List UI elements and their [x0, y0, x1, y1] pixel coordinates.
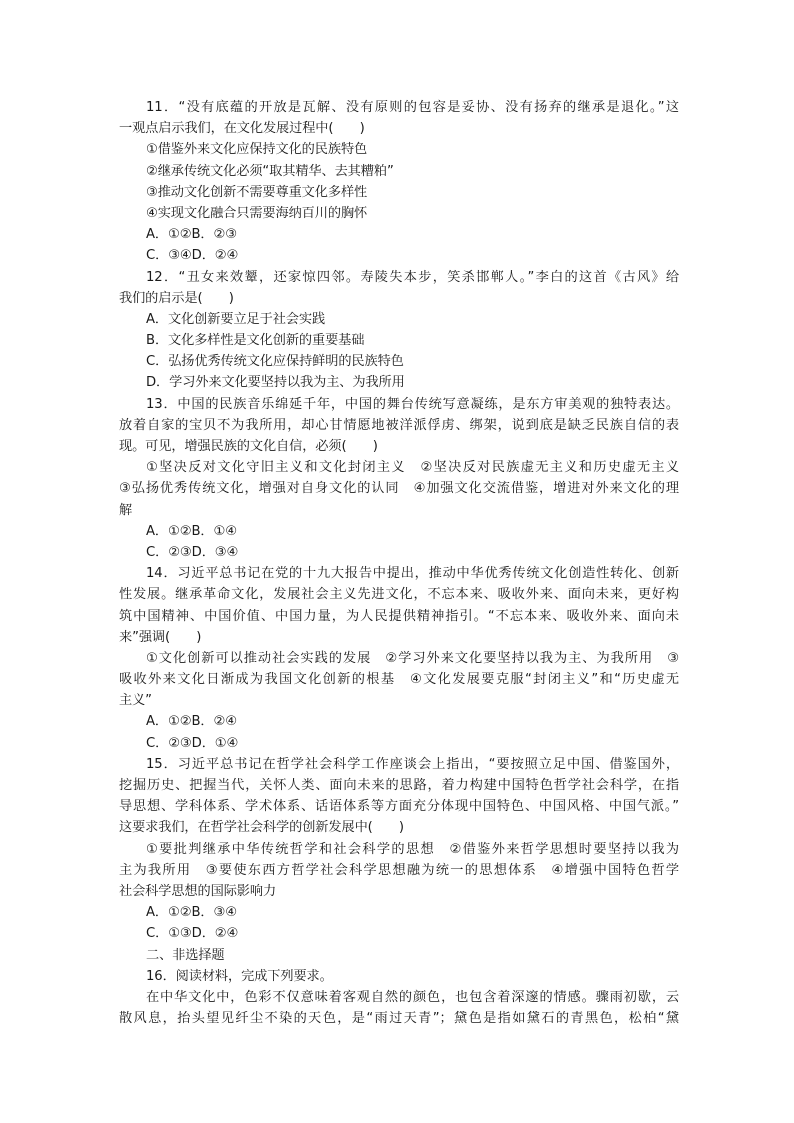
q12-stem-line: 12．“丑女来效颦，还家惊四邻。寿陵失本步，笑杀邯郸人。”李白的这首《古风》给	[146, 269, 679, 285]
q12-option-a: A．文化创新要立足于社会实践	[146, 311, 326, 327]
q13-options-line: ①坚决反对文化守旧主义和文化封闭主义 ②坚决反对民族虚无主义和历史虚无主义	[146, 460, 679, 476]
q14-stem-line: 14．习近平总书记在党的十九大报告中提出，推动中华优秀传统文化创造性转化、创新	[146, 566, 679, 582]
question-11	[119, 97, 679, 267]
q14-stem-line: 筑中国精神、中国价值、中国力量，为人民提供精神指引。“不忘本来、吸收外来、面向未	[119, 608, 679, 624]
q14-stem-line: 来”强调( )	[119, 629, 202, 645]
q14-answer-choices: C．②③D．①④	[146, 735, 239, 751]
q11-answer-choices: A．①②B．②③	[146, 227, 237, 243]
q11-answer-choices: C．③④D．②④	[146, 248, 239, 264]
question-15	[119, 754, 679, 945]
q15-answer-choices: A．①②B．③④	[146, 905, 237, 921]
q13-stem-line: 现。可见，增强民族的文化自信，必须( )	[119, 439, 378, 454]
q13-answer-choices: A．①②B．①④	[146, 523, 237, 539]
section-heading: 二、非选择题	[146, 947, 225, 963]
q13-options-line: ③弘扬优秀传统文化，增强对自身文化的认同 ④加强文化交流借鉴，增进对外来文化的理	[119, 481, 679, 497]
q12-stem-line: 我们的启示是( )	[119, 290, 234, 306]
q11-option: ①借鉴外来文化应保持文化的民族特色	[146, 142, 368, 158]
q15-stem-line: 15．习近平总书记在哲学社会科学工作座谈会上指出，“要按照立足中国、借鉴国外，	[146, 756, 679, 772]
q16-material-line: 散风息，抬头望见纤尘不染的天色，是“雨过天青”；黛色是指如黛石的青黑色，松柏“黛	[119, 1011, 679, 1027]
q13-stem-line: 放着自家的宝贝不为我所用，却心甘情愿地被洋派俘虏、绑架，说到底是缺乏民族自信的表	[119, 417, 679, 433]
q13-answer-choices: C．②③D．③④	[146, 544, 239, 560]
q12-option-d: D．学习外来文化要坚持以我为主、为我所用	[146, 375, 405, 391]
section-non-choice	[119, 945, 679, 1030]
q15-options-line: 社会科学思想的国际影响力	[119, 883, 277, 899]
q16-stem: 16．阅读材料，完成下列要求。	[146, 968, 333, 984]
q11-stem-line: 11．“没有底蕴的开放是瓦解、没有原则的包容是妥协、没有扬弃的继承是退化。”这	[146, 100, 679, 115]
q16-material-line: 在中华文化中，色彩不仅意味着客观自然的颜色，也包含着深邃的情感。骤雨初歇，云	[146, 989, 679, 1005]
question-13	[119, 394, 679, 564]
exam-page	[119, 97, 679, 1029]
question-12	[119, 267, 679, 394]
q14-answer-choices: A．①②B．②④	[146, 714, 237, 730]
q11-stem-line: 一观点启示我们，在文化发展过程中( )	[119, 121, 365, 137]
q12-option-b: B．文化多样性是文化创新的重要基础	[146, 333, 365, 349]
q15-options-line: 主为我所用 ③要使东西方哲学社会科学思想融为统一的思想体系 ④增强中国特色哲学	[119, 862, 679, 878]
q12-option-c: C．弘扬优秀传统文化应保持鲜明的民族特色	[146, 354, 404, 370]
q15-answer-choices: C．①③D．②④	[146, 926, 239, 942]
q15-stem-line: 这要求我们，在哲学社会科学的创新发展中( )	[119, 820, 404, 836]
q11-option: ④实现文化融合只需要海纳百川的胸怀	[146, 205, 368, 221]
q14-options-line: 主义”	[119, 693, 152, 709]
q15-stem-line: 挖掘历史、把握当代，关怀人类、面向未来的思路，着力构建中国特色哲学社会科学，在指	[119, 778, 679, 793]
q13-options-line: 解	[119, 502, 133, 518]
q14-stem-line: 性发展。继承革命文化，发展社会主义先进文化，不忘本来、吸收外来、面向未来，更好构	[119, 587, 679, 603]
q15-options-line: ①要批判继承中华传统哲学和社会科学的思想 ②借鉴外来哲学思想时要坚持以我为	[146, 841, 679, 857]
q13-stem-line: 13．中国的民族音乐绵延千年，中国的舞台传统写意凝练，是东方审美观的独特表达。	[146, 396, 679, 412]
q11-option: ②继承传统文化必须“取其精华、去其糟粕”	[146, 163, 394, 179]
q11-option: ③推动文化创新不需要尊重文化多样性	[146, 184, 368, 200]
q14-options-line: 吸收外来文化日渐成为我国文化创新的根基 ④文化发展要克服“封闭主义”和“历史虚无	[119, 672, 679, 688]
q14-options-line: ①文化创新可以推动社会实践的发展 ②学习外来文化要坚持以我为主、为我所用 ③	[146, 650, 679, 666]
question-14	[119, 563, 679, 754]
q15-stem-line: 导思想、学科体系、学术体系、话语体系等方面充分体现中国特色、中国风格、中国气派。”	[119, 799, 679, 815]
